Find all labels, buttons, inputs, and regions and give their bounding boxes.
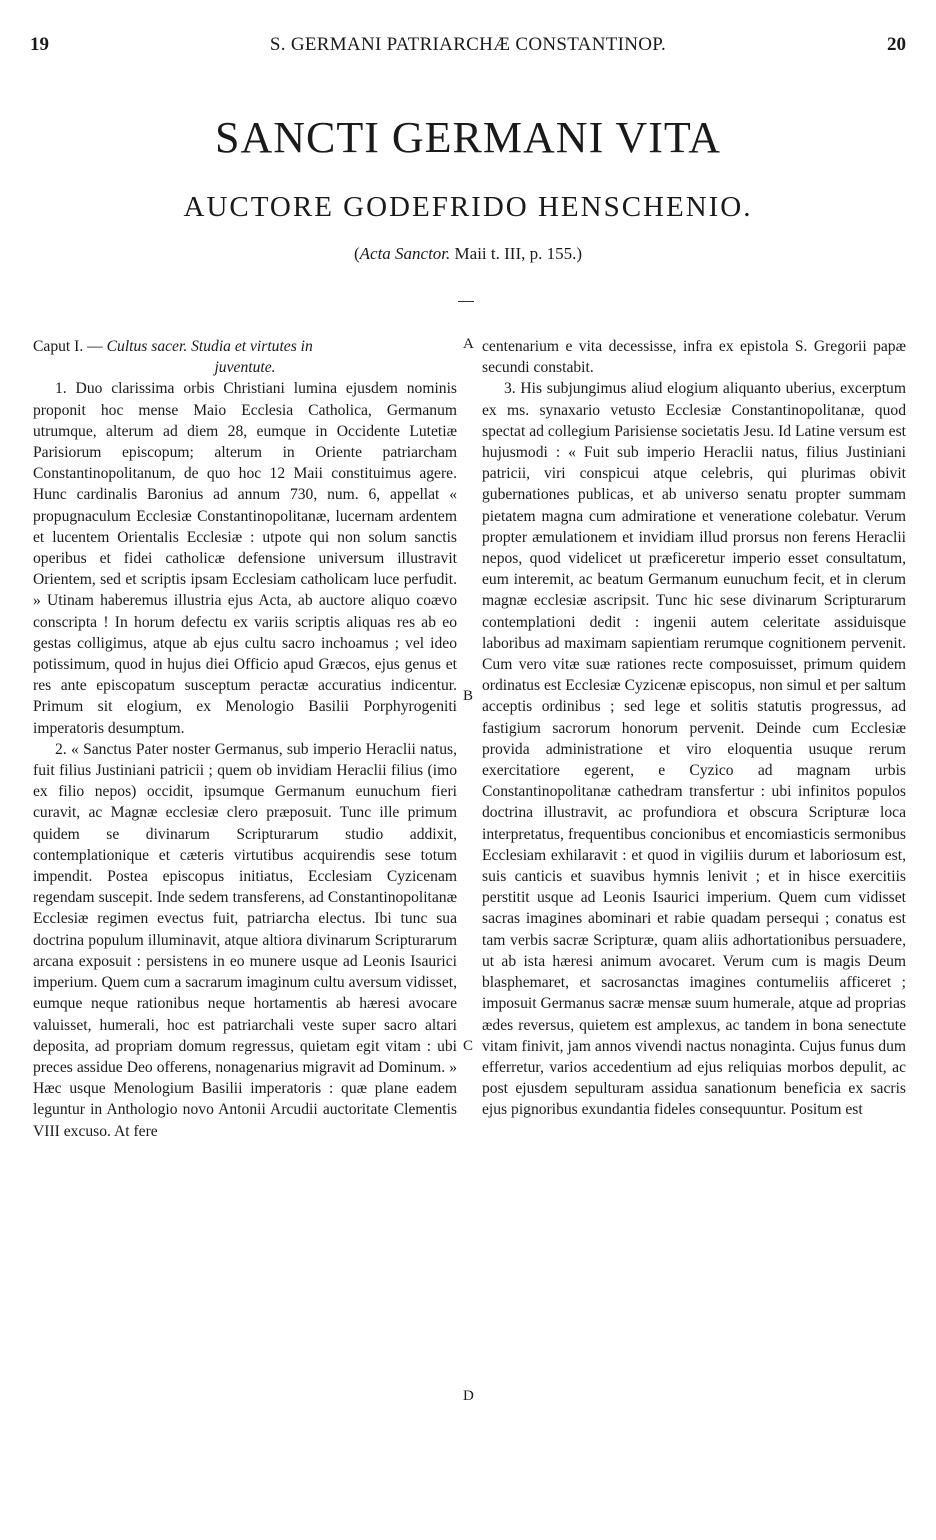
paragraph-1: 1. Duo clarissima orbis Christiani lumina ejusdem nominis proponit hoc mense Maio Ecclesia Catholica, Germanum utrumque, alterum ad diem 28, eumque in Occidente Lutetiæ Parisiorum episcopum; alterum in Oriente patriarcham Constantinopolitanum, de quo hoc 12 Maii constituimus agere. Hunc cardinalis Baronius ad annum 730, num. 6, appellat « propugnaculum Ecclesiæ Constantinopolitanæ, lucernam ardentem et lucentem Orientalis Ecclesiæ : utpote qui non solum sanctis operibus et fidei catholicæ defensione universum illustravit Orientem, sed et scriptis ipsam Ecclesiam catholicam luce perfudit. » Utinam haberemus illustria ejus Acta, ab auctore aliquo coævo conscripta ! In horum defectu ex variis scriptis aliquas res ab eo gestas colligimus, atque ab ejus cultu sacro inchoamus ; vel ideo potissimum, quod in hujus diei Officio apud Græcos, ejus genus et res ante episcopatum susceptum peractæ accuratius indicentur. Primum sit elogium, ex Menologio Basilii Porphyrogeniti imperatoris desumptum. [33,380,457,737]
paragraph-2: 2. « Sanctus Pater noster Germanus, sub imperio Heraclii natus, fuit filius Justiniani patricii ; quem ob invidiam Heraclii filius (imo ex filio nepos) occidit, ipsumque Germanum eunuchum fieri curavit, ac Magnæ ecclesiæ clero præposuit. Tunc ille primum quidem se divinarum Scripturarum studio addixit, contemplationique et cæteris virtutibus acquirendis sese totum impendit. Postea episcopus initiatus, Ecclesiam Cyzicenam regendam suscepit. Inde sedem transferens, ad Constantinopolitanæ Ecclesiæ regimen evectus fuit, patriarcha electus. Ibi tunc sua doctrina populum illuminavit, atque altiora divinarum Scripturarum arcana exposuit : persistens in eo munere usque ad Leonis Isaurici imperium. Quem cum a sacrarum imaginum cultu aversum vidisset, eumque neque rationibus neque hortamentis ab hæresi avocare valuisset, humerali, hoc est patriarchali veste super sacro altari deposita, ad propriam domum regressus, quietam egit vitam : ubi preces assidue Deo offerens, nonagenarius migravit ad Dominum. » Hæc usque Menologium Basilii imperatoris : quæ plane eadem leguntur in Anthologio novo Antonii Arcudii auctoritate Clementis VIII excuso. At fere [33,740,457,1140]
right-column [482,336,906,1121]
left-column [33,336,457,1142]
margin-letter-c: C [463,1038,474,1054]
source-open: ( [353,244,360,263]
document-subtitle: AUCTORE GODEFRIDO HENSCHENIO. [183,191,753,223]
chapter-title: Cultus sacer. Studia et virtutes in [106,338,313,355]
page-number-left: 19 [30,34,49,55]
source-reference [0,244,936,264]
paragraph-continuation: centenarium e vita decessisse, infra ex epistola S. Gregorii papæ secundi constabit. [482,338,906,377]
running-title: S. GERMANI PATRIARCHÆ CONSTANTINOP. [269,34,667,55]
running-head [30,34,906,56]
chapter-title-continued: juventute. [214,359,276,377]
chapter-heading [33,336,457,357]
chapter-label: Caput I. — [33,338,103,355]
document-title: SANCTI GERMANI VITA [215,113,721,162]
page-number-right: 20 [887,34,906,55]
margin-letter-b: B [463,688,474,704]
margin-letter-d: D [463,1388,474,1404]
source-rest: Maii t. III, p. 155.) [454,244,583,263]
paragraph-3: 3. His subjungimus aliud elogium aliquanto uberius, excerptum ex ms. synaxario vetusto Ecclesiæ Constantinopolitanæ, quod spectat ad collegium Parisiense societatis Jesu. Id Latine versum est hujusmodi : « Fuit sub imperio Heraclii natus, filius Justiniani patricii, viri conspicui atque celebris, qui plurimas obivit gubernationes publicas, et ab universo senatu propter summam pietatem magna cum admiratione et veneratione colebatur. Verum propter æmulationem et invidiam illud prorsus non ferens Heraclii nepos, quod videlicet ut præficeretur imperio esset consultatum, eum interemit, ac beatum Germanum eunuchum fecit, et in clerum magnæ ecclesiæ ascripsit. Tunc hic sese divinarum Scripturarum contemplationi dedit : ingenii autem celeritate assiduisque laboribus ad maximam sapientiam rerumque cognitionem pervenit. Cum vero vitæ suæ rationes recte composuisset, primum quidem ordinatus est Ecclesiæ Cyzicenæ episcopus, non simul et per saltum acceptis ordinibus ; sed lege et solitis statutis progressus, ad fastigium sacrorum honorum pervenit. Deinde cum Ecclesiæ provida administratione et viro eloquentia usuque rerum exercitatiore egerent, e Cyzico ad magnam urbis Constantinopolitanæ cathedram transfertur : ubi infinitos populos doctrina illustravit, ac profundiora et obscura Scripturæ loca interpretatus, frequentibus concionibus et encomiasticis sermonibus Ecclesiam exhilaravit : et quod in vigiliis durum et laboriosum est, suis canticis et suavibus hymnis lenivit ; et in hisce exercitiis perstitit usque ad Leonis Isaurici imperium. Quem cum vidisset sacras imagines abominari et rabie quadam persequi ; conatus est tam verbis sacræ Scripturæ, quam aliis adhortationibus persuadere, ut ab ista hæresi animum avocaret. Verum cum is magis Deum blasphemaret, et sacrosanctas imagines contumeliis afficeret ; imposuit Germanus sacræ mensæ suum humerale, atque ad proprias ædes reversus, quietem est amplexus, ac tandem in bona senectute vitam finivit, jam annos vivendi nactus nonaginta. Cujus funus dum efferretur, varios accedentium ad ejus reliquias morbos depulit, ac post ejusdem sepulturam assidua sanationum beneficia ex sacris ejus pignoribus exundantia fideles consequuntur. Positum est [482,380,906,1119]
divider-rule [458,301,474,302]
source-italic: Acta Sanctor. [359,244,451,263]
margin-letter-a: A [463,336,474,352]
